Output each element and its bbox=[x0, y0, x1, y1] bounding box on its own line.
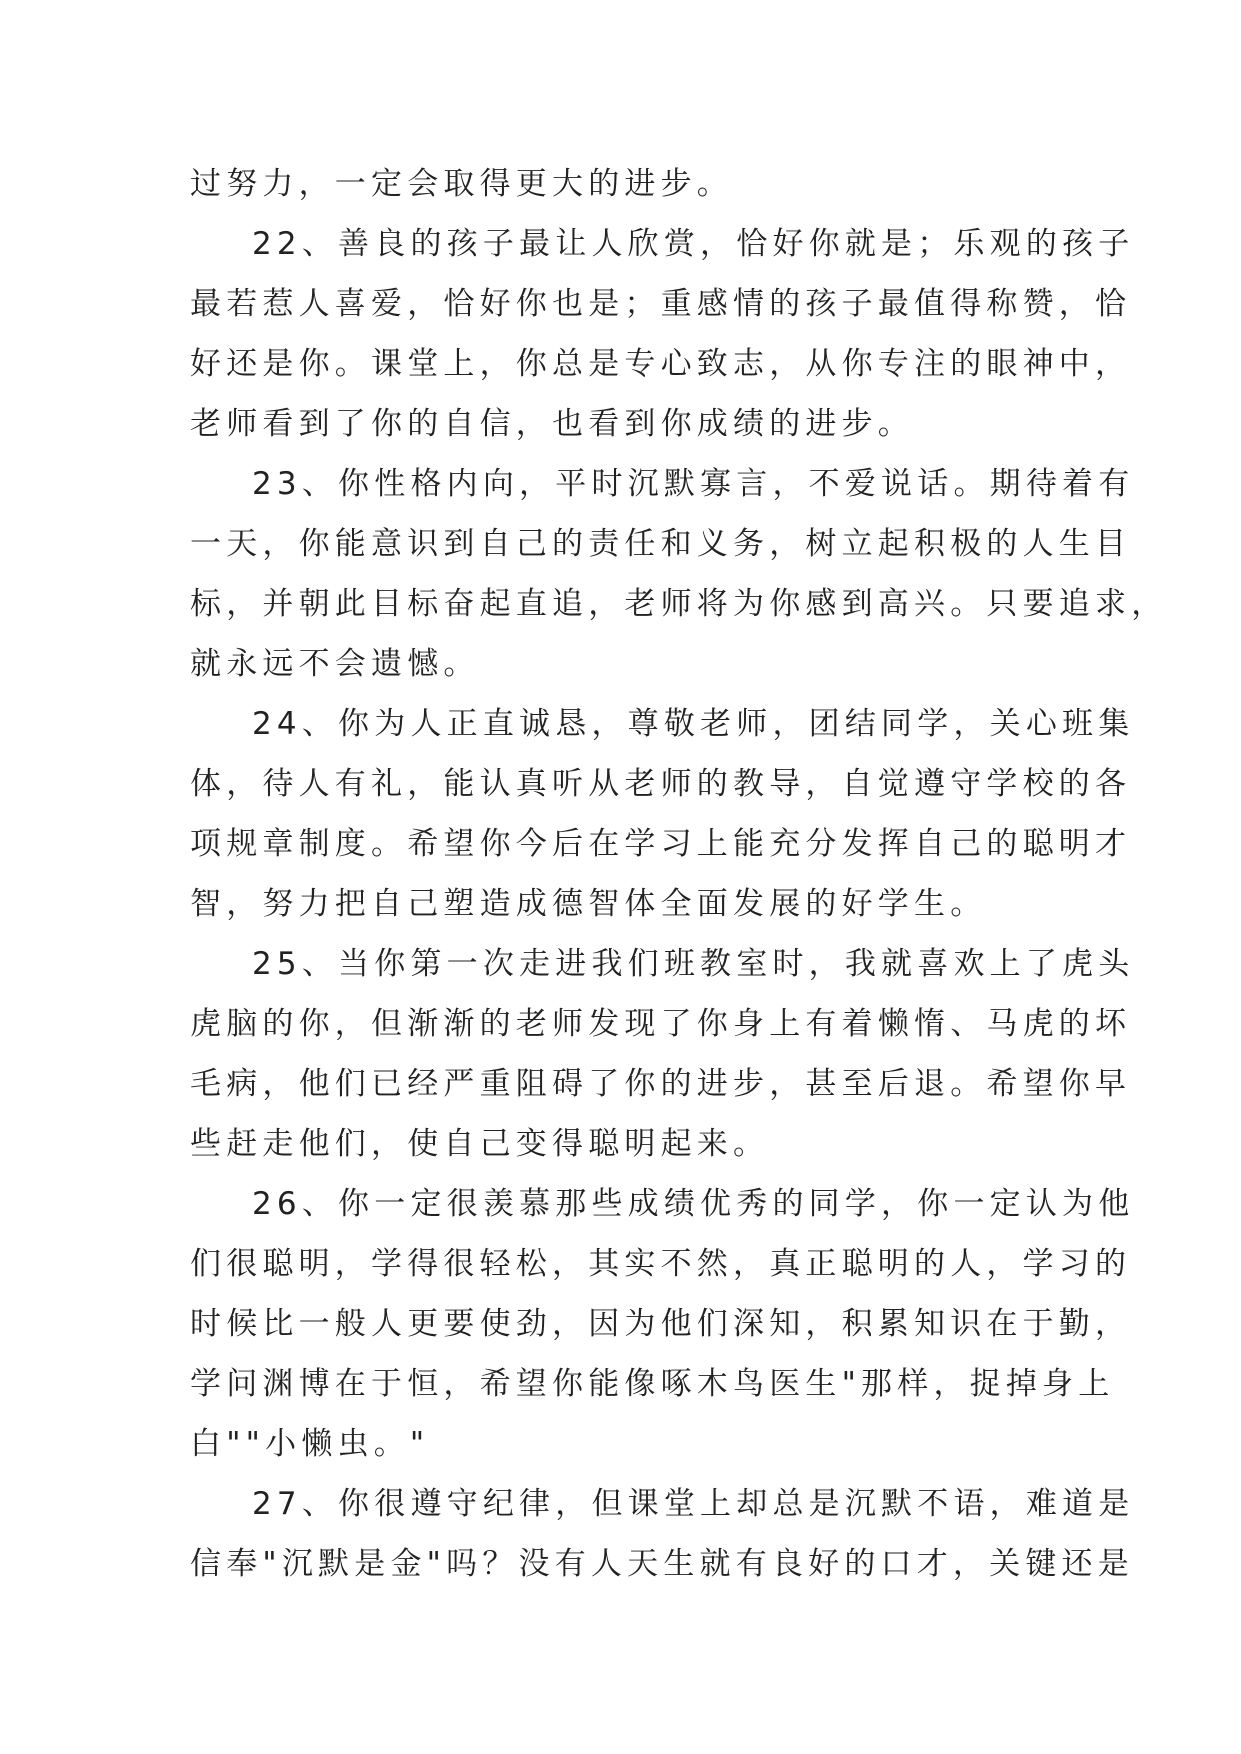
paragraph-27-start: 27、你很遵守纪律，但课堂上却总是沉默不语，难道是 bbox=[252, 1486, 1135, 1522]
text-line: 就永远不会遗憾。 bbox=[190, 646, 480, 682]
text-line: 们很聪明，学得很轻松，其实不然，真正聪明的人，学习的 bbox=[190, 1246, 1132, 1282]
paragraph-22-start: 22、善良的孩子最让人欣赏，恰好你就是；乐观的孩子 bbox=[252, 226, 1135, 262]
text-line: 虎脑的你，但渐渐的老师发现了你身上有着懒惰、马虎的坏 bbox=[190, 1006, 1132, 1042]
text-line: 标，并朝此目标奋起直追，老师将为你感到高兴。只要追求， bbox=[190, 586, 1168, 622]
paragraph-24-start: 24、你为人正直诚恳，尊敬老师，团结同学，关心班集 bbox=[252, 706, 1135, 742]
text-line: 过努力，一定会取得更大的进步。 bbox=[190, 166, 733, 202]
paragraph-25-start: 25、当你第一次走进我们班教室时，我就喜欢上了虎头 bbox=[252, 946, 1135, 982]
text-line: 些赶走他们，使自己变得聪明起来。 bbox=[190, 1126, 770, 1162]
paragraph-26-start: 26、你一定很羡慕那些成绩优秀的同学，你一定认为他 bbox=[252, 1186, 1135, 1222]
text-line: 最若惹人喜爱，恰好你也是；重感情的孩子最值得称赞，恰 bbox=[190, 286, 1132, 322]
text-line: 智，努力把自己塑造成德智体全面发展的好学生。 bbox=[190, 886, 987, 922]
text-line: 老师看到了你的自信，也看到你成绩的进步。 bbox=[190, 406, 914, 442]
paragraph-23-start: 23、你性格内向，平时沉默寡言，不爱说话。期待着有 bbox=[252, 466, 1135, 502]
text-line: 好还是你。课堂上，你总是专心致志，从你专注的眼神中， bbox=[190, 346, 1132, 382]
text-line: 项规章制度。希望你今后在学习上能充分发挥自己的聪明才 bbox=[190, 826, 1132, 862]
text-line: 体，待人有礼，能认真听从老师的教导，自觉遵守学校的各 bbox=[190, 766, 1132, 802]
text-line: 学问渊博在于恒，希望你能像啄木鸟医生"那样，捉掉身上 bbox=[190, 1366, 1115, 1402]
text-line: 信奉"沉默是金"吗？没有人天生就有良好的口才，关键还是 bbox=[190, 1546, 1134, 1582]
text-line: 一天，你能意识到自己的责任和义务，树立起积极的人生目 bbox=[190, 526, 1132, 562]
text-line: 白""小懒虫。" bbox=[190, 1426, 430, 1462]
document-body bbox=[190, 154, 1168, 1594]
text-line: 时候比一般人更要使劲，因为他们深知，积累知识在于勤， bbox=[190, 1306, 1132, 1342]
text-line: 毛病，他们已经严重阻碍了你的进步，甚至后退。希望你早 bbox=[190, 1066, 1132, 1102]
